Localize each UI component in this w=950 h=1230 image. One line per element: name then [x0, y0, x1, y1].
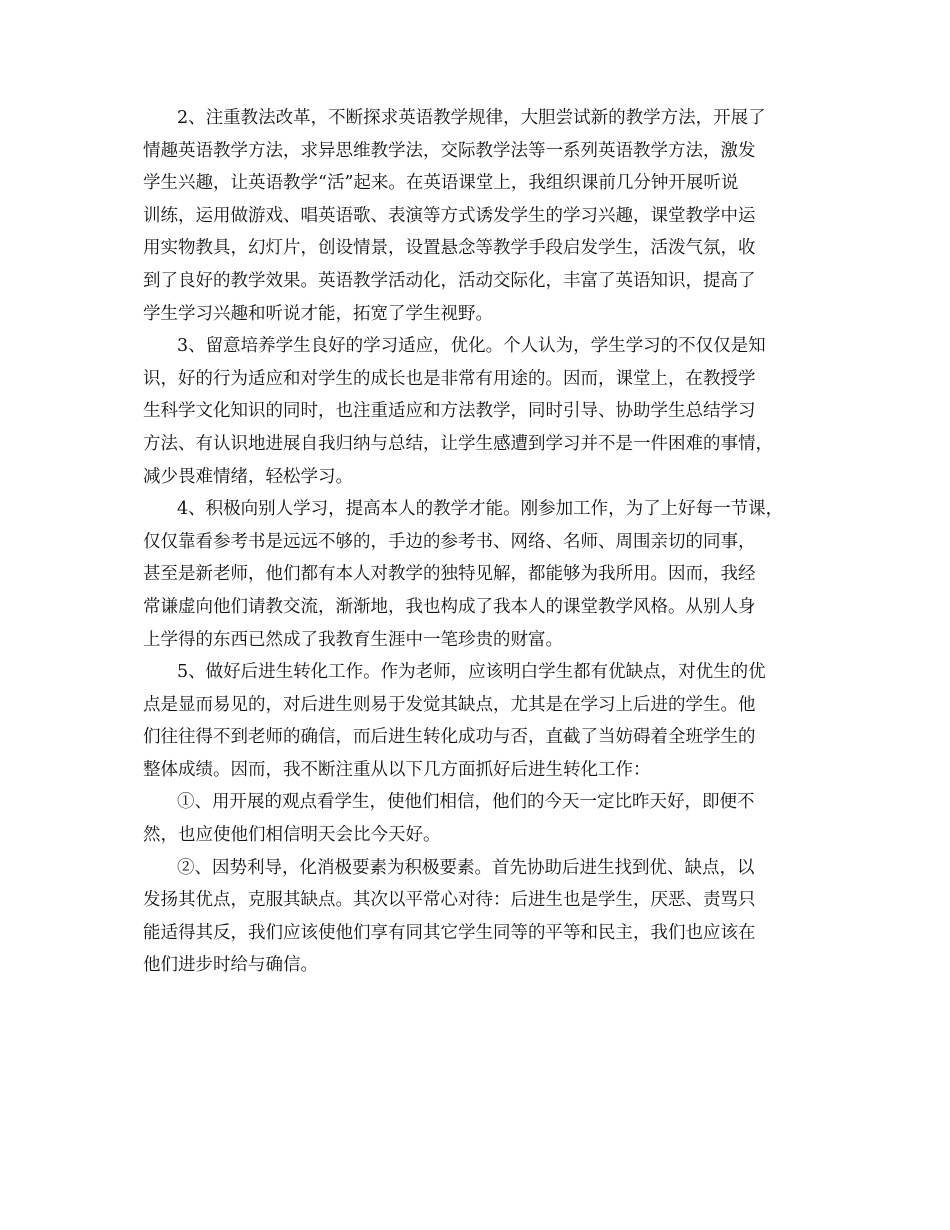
body-text	[143, 102, 815, 982]
paragraph-line: 学生学习兴趣和听说才能，拓宽了学生视野。	[143, 303, 493, 324]
paragraph-line: 能适得其反，我们应该使他们享有同其它学生同等的平等和民主，我们也应该在	[143, 922, 756, 943]
paragraph-line: 用实物教具，幻灯片，创设情景，设置悬念等教学手段启发学生，活泼气氛，收	[143, 238, 756, 259]
paragraph-line: 仅仅靠看参考书是远远不够的，手边的参考书、网络、名师、周围亲切的同事，	[143, 531, 756, 552]
paragraph-line: 识，好的行为适应和对学生的成长也是非常有用途的。因而，课堂上，在教授学	[143, 368, 756, 389]
paragraph-line: 减少畏难情绪，轻松学习。	[143, 466, 353, 487]
paragraph-line: 发扬其优点，克服其缺点。其次以平常心对待：后进生也是学生，厌恶、责骂只	[143, 890, 756, 911]
paragraph-line: 甚至是新老师，他们都有本人对教学的独特见解，都能够为我所用。因而，我经	[143, 564, 756, 585]
paragraph-first-line: 4、积极向别人学习，提高本人的教学才能。刚参加工作，为了上好每一节课，	[177, 499, 784, 520]
paragraph-line: 整体成绩。因而，我不断注重从以下几方面抓好后进生转化工作：	[143, 759, 651, 780]
paragraph-line: 情趣英语教学方法，求异思维教学法，交际教学法等一系列英语教学方法，激发	[143, 140, 756, 161]
paragraph-line: 他们进步时给与确信。	[143, 955, 318, 976]
paragraph-line: 生科学文化知识的同时，也注重适应和方法教学，同时引导、协助学生总结学习	[143, 401, 756, 422]
paragraph-line: 点是显而易见的，对后进生则易于发觉其缺点，尤其是在学习上后进的学生。他	[143, 694, 756, 715]
paragraph-first-line: 5、做好后进生转化工作。作为老师，应该明白学生都有优缺点，对优生的优	[177, 662, 766, 683]
paragraph-line: 训练，运用做游戏、唱英语歌、表演等方式诱发学生的学习兴趣，课堂教学中运	[143, 205, 756, 226]
paragraph-line: 然，也应使他们相信明天会比今天好。	[143, 825, 441, 846]
paragraph-line: 到了良好的教学效果。英语教学活动化，活动交际化，丰富了英语知识，提高了	[143, 270, 756, 291]
paragraph-first-line: ②、因势利导，化消极要素为积极要素。首先协助后进生找到优、缺点，以	[177, 857, 755, 878]
paragraph-line: 们往往得不到老师的确信，而后进生转化成功与否，直截了当妨碍着全班学生的	[143, 727, 756, 748]
paragraph-line: 上学得的东西已然成了我教育生涯中一笔珍贵的财富。	[143, 629, 563, 650]
paragraph-first-line: 3、留意培养学生良好的学习适应，优化。个人认为，学生学习的不仅仅是知	[177, 336, 766, 357]
paragraph-line: 学生兴趣，让英语教学“活”起来。在英语课堂上，我组织课前几分钟开展听说	[143, 173, 739, 194]
paragraph-first-line: ①、用开展的观点看学生，使他们相信，他们的今天一定比昨天好，即便不	[177, 792, 755, 813]
paragraph-line: 常谦虚向他们请教交流，渐渐地，我也构成了我本人的课堂教学风格。从别人身	[143, 596, 756, 617]
paragraph-first-line: 2、注重教法改革，不断探求英语教学规律，大胆尝试新的教学方法，开展了	[177, 108, 766, 128]
paragraph-line: 方法、有认识地进展自我归纳与总结，让学生感遭到学习并不是一件困难的事情，	[143, 433, 773, 454]
